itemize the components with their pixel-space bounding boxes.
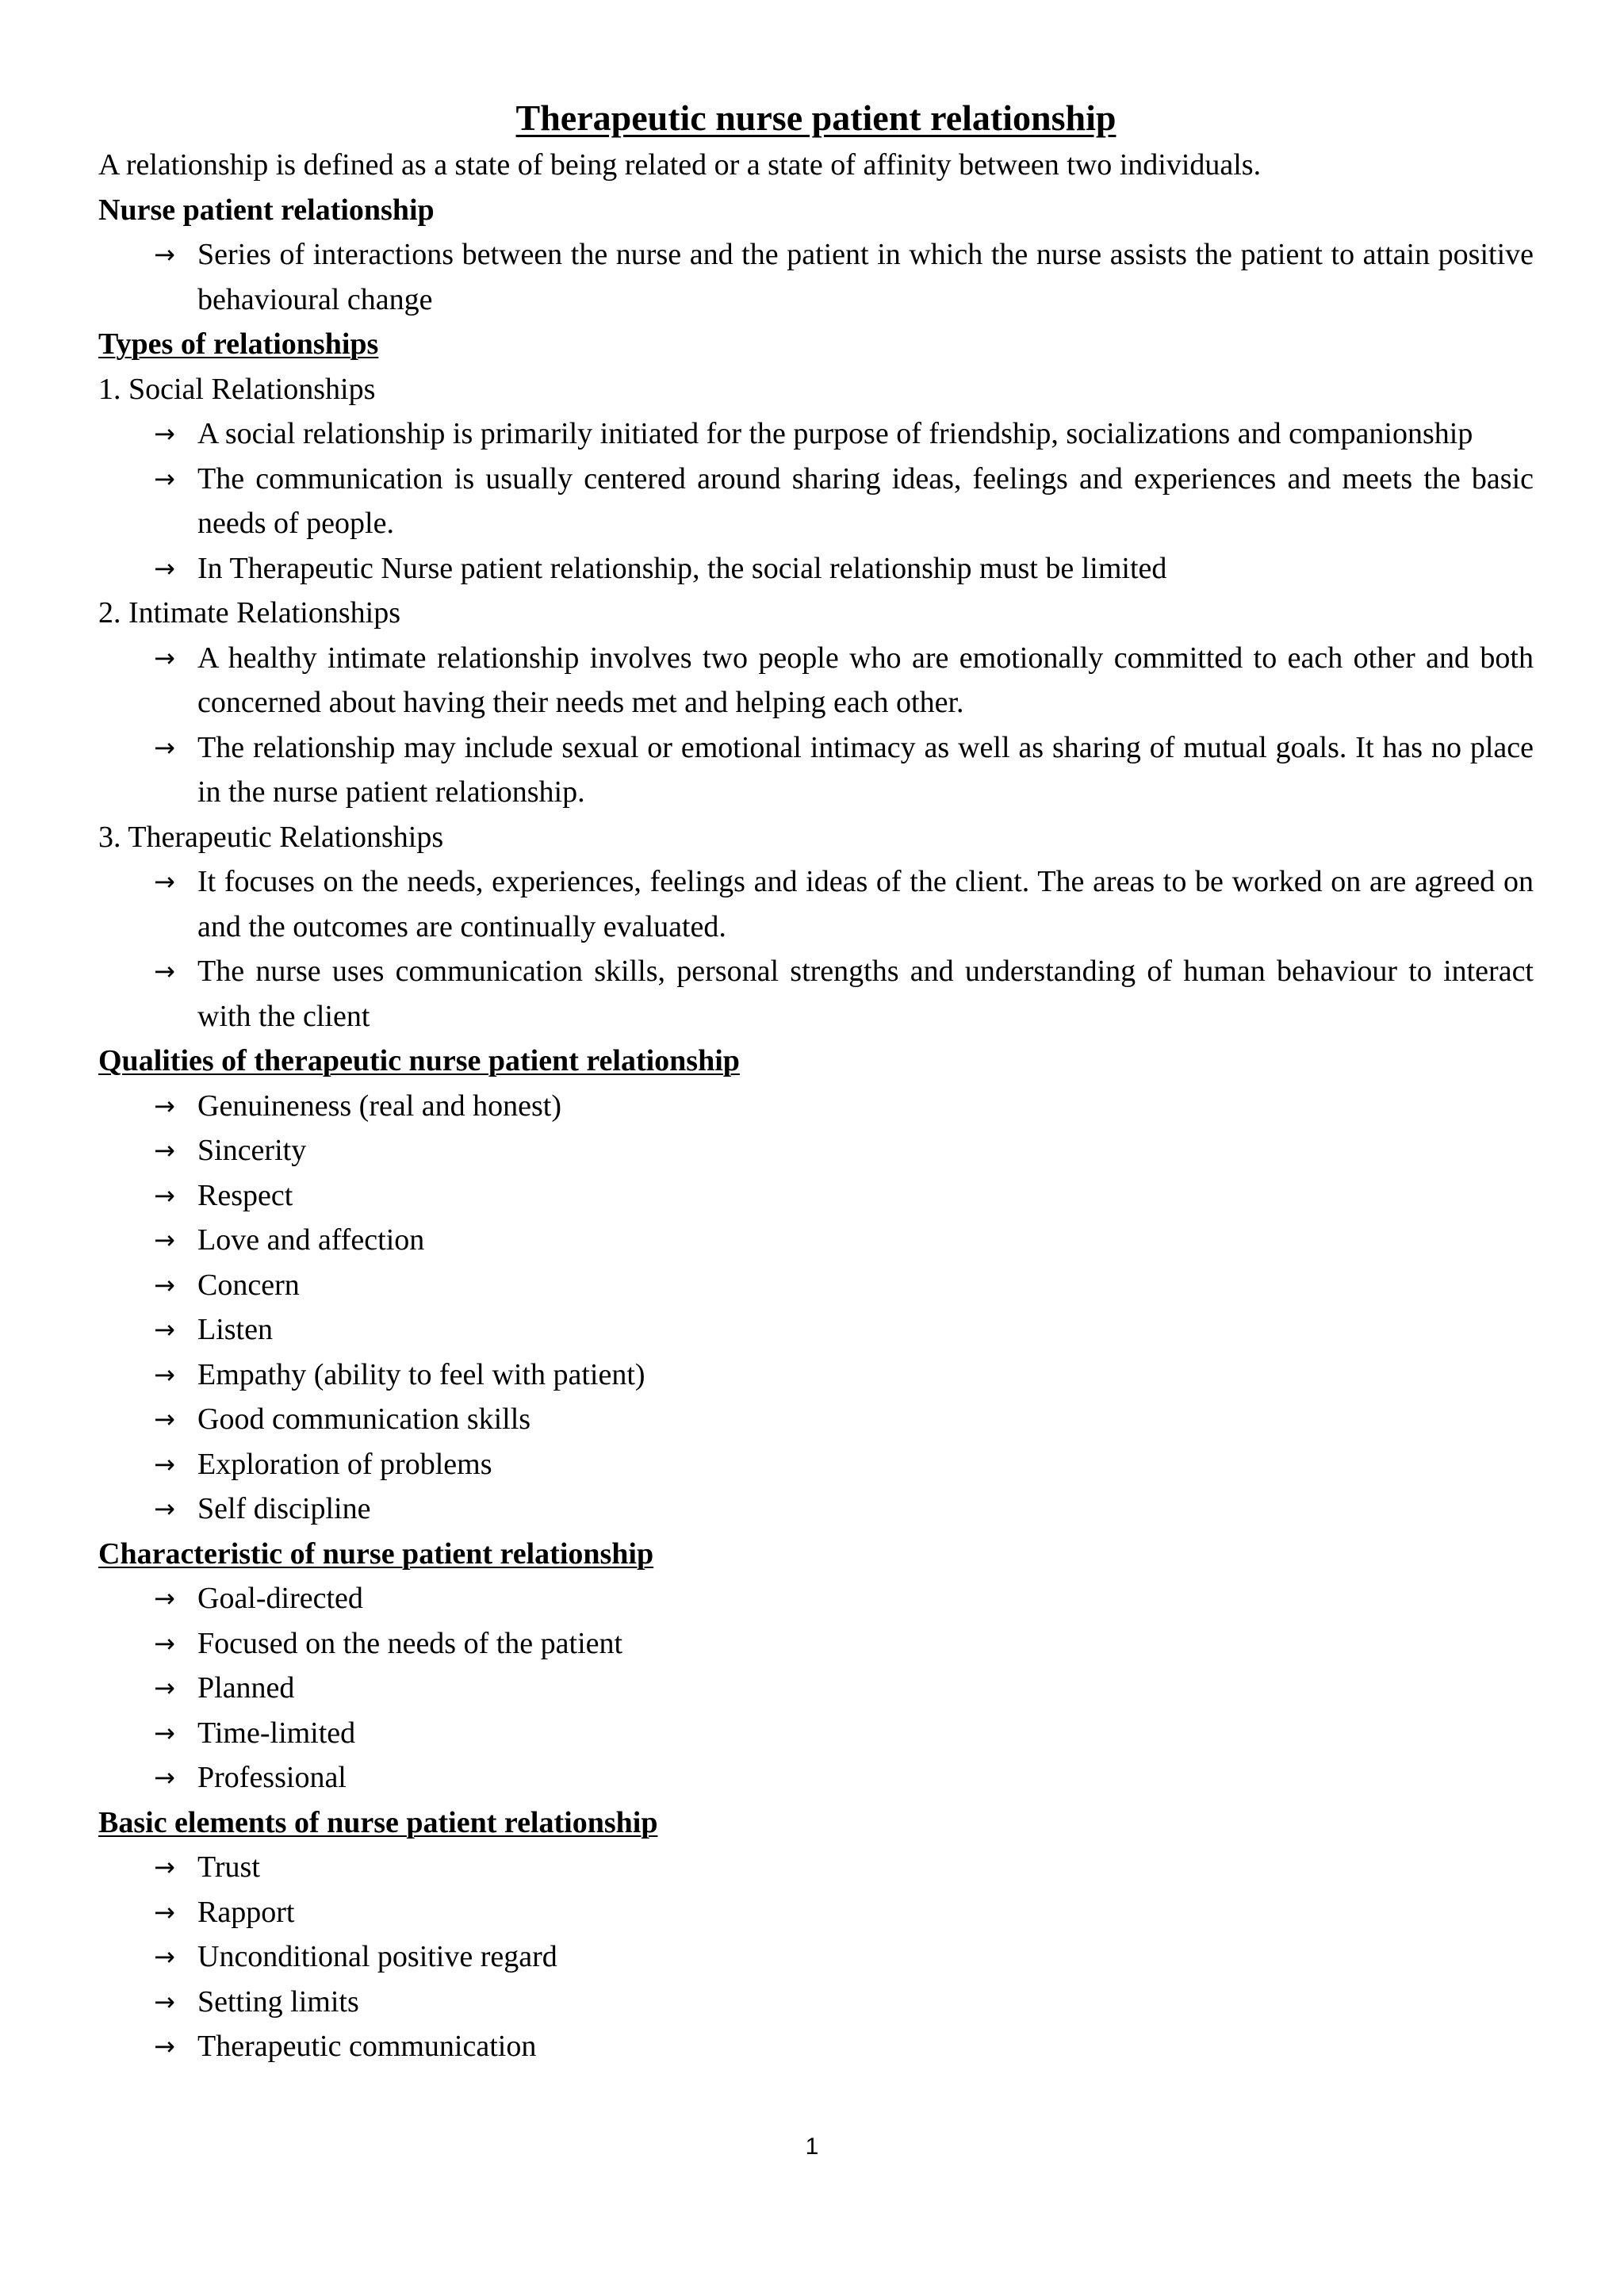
arrow-icon: → xyxy=(154,1942,175,1972)
arrow-icon: → xyxy=(154,2031,175,2061)
arrow-icon: → xyxy=(154,1135,175,1165)
characteristics-heading: Characteristic of nurse patient relationship xyxy=(98,1536,654,1571)
arrow-icon: → xyxy=(154,1852,175,1882)
arrow-icon: → xyxy=(154,732,175,763)
document-page xyxy=(98,94,1534,2069)
list-item xyxy=(98,1128,1534,1173)
list-item xyxy=(98,1755,1534,1800)
list-item-text: It focuses on the needs, experiences, feelings and ideas of the client. The areas to be worked on are agreed on and the outcomes are continually evaluated. xyxy=(197,865,1534,943)
list-item xyxy=(98,1263,1534,1308)
elements-heading: Basic elements of nurse patient relationship xyxy=(98,1805,658,1839)
arrow-icon: → xyxy=(154,1717,175,1748)
intro-paragraph: A relationship is defined as a state of being related or a state of affinity between two individuals. xyxy=(98,148,1262,182)
list-item-text: Concern xyxy=(197,1268,300,1302)
arrow-icon: → xyxy=(154,1180,175,1211)
list-item xyxy=(98,2024,1534,2069)
arrow-icon: → xyxy=(154,1896,175,1927)
list-item xyxy=(98,1218,1534,1263)
list-item xyxy=(98,1890,1534,1935)
arrow-icon: → xyxy=(154,463,175,494)
list-item-text: The nurse uses communication skills, personal strengths and understanding of human behaviour to interact with the client xyxy=(197,955,1534,1033)
elements-list xyxy=(98,1845,1534,2069)
list-item xyxy=(98,1307,1534,1353)
list-item xyxy=(98,1173,1534,1219)
list-item-text: Focused on the needs of the patient xyxy=(197,1626,623,1660)
arrow-icon: → xyxy=(154,1673,175,1703)
list-item xyxy=(98,859,1534,949)
therapeutic-relationships-heading: 3. Therapeutic Relationships xyxy=(98,820,444,854)
page-number: 1 xyxy=(805,2133,819,2160)
nurse-patient-heading: Nurse patient relationship xyxy=(98,193,435,227)
list-item xyxy=(98,1666,1534,1711)
list-item xyxy=(98,725,1534,815)
arrow-icon: → xyxy=(154,239,175,270)
list-item xyxy=(98,1576,1534,1621)
social-relationships-list xyxy=(98,411,1534,591)
list-item xyxy=(98,1442,1534,1487)
list-item xyxy=(98,1934,1534,1980)
list-item-text: Exploration of problems xyxy=(197,1447,492,1481)
arrow-icon: → xyxy=(154,1225,175,1255)
list-item xyxy=(98,949,1534,1039)
intimate-relationships-list xyxy=(98,636,1534,815)
nurse-patient-list xyxy=(98,232,1534,322)
list-item-text: Unconditional positive regard xyxy=(197,1940,557,1973)
list-item-text: The communication is usually centered around sharing ideas, feelings and experiences and meets the basic needs of people. xyxy=(197,461,1534,540)
list-item-text: Sincerity xyxy=(197,1134,307,1167)
arrow-icon: → xyxy=(154,867,175,897)
list-item xyxy=(98,1711,1534,1756)
list-item-text: In Therapeutic Nurse patient relationship, the social relationship must be limited xyxy=(197,551,1167,585)
list-item-text: Series of interactions between the nurse and the patient in which the nurse assists the patient to attain positive behavioural change xyxy=(197,238,1534,316)
list-item-text: The relationship may include sexual or emotional intimacy as well as sharing of mutual goals. It has no place in the nurse patient relationship. xyxy=(197,730,1534,809)
arrow-icon: → xyxy=(154,642,175,673)
arrow-icon: → xyxy=(154,553,175,584)
arrow-icon: → xyxy=(154,1986,175,2017)
list-item xyxy=(98,546,1534,591)
list-item-text: Love and affection xyxy=(197,1223,425,1257)
arrow-icon: → xyxy=(154,1583,175,1613)
list-item xyxy=(98,411,1534,457)
arrow-icon: → xyxy=(154,956,175,986)
types-heading: Types of relationships xyxy=(98,327,379,361)
list-item xyxy=(98,1353,1534,1398)
arrow-icon: → xyxy=(154,1404,175,1434)
list-item-text: Good communication skills xyxy=(197,1402,531,1436)
list-item-text: Rapport xyxy=(197,1895,295,1929)
list-item-text: A healthy intimate relationship involves two people who are emotionally committed to each other and both concerned about having their needs met and helping each other. xyxy=(197,641,1534,719)
qualities-heading: Qualities of therapeutic nurse patient relationship xyxy=(98,1044,740,1077)
arrow-icon: → xyxy=(154,1762,175,1793)
list-item xyxy=(98,1621,1534,1667)
list-item-text: Respect xyxy=(197,1178,293,1212)
list-item-text: Listen xyxy=(197,1313,273,1346)
document-title: Therapeutic nurse patient relationship xyxy=(515,98,1116,138)
list-item-text: Professional xyxy=(197,1761,347,1794)
list-item xyxy=(98,1084,1534,1129)
arrow-icon: → xyxy=(154,1494,175,1524)
list-item-text: Genuineness (real and honest) xyxy=(197,1089,562,1123)
list-item-text: Setting limits xyxy=(197,1984,359,2019)
list-item-text: Goal-directed xyxy=(197,1582,363,1615)
list-item-text: Planned xyxy=(197,1671,295,1705)
arrow-icon: → xyxy=(154,1628,175,1659)
list-item xyxy=(98,1397,1534,1442)
list-item-text: Time-limited xyxy=(197,1716,356,1750)
list-item xyxy=(98,457,1534,546)
arrow-icon: → xyxy=(154,1090,175,1121)
qualities-list xyxy=(98,1084,1534,1532)
characteristics-list xyxy=(98,1576,1534,1800)
list-item-text: Therapeutic communication xyxy=(197,2030,537,2063)
arrow-icon: → xyxy=(154,419,175,449)
arrow-icon: → xyxy=(154,1448,175,1479)
list-item xyxy=(98,232,1534,322)
list-item-text: Empathy (ability to feel with patient) xyxy=(197,1357,645,1391)
list-item xyxy=(98,1980,1534,2025)
list-item-text: A social relationship is primarily initiated for the purpose of friendship, socializations and companionship xyxy=(197,417,1473,450)
arrow-icon: → xyxy=(154,1314,175,1345)
list-item xyxy=(98,1487,1534,1532)
list-item xyxy=(98,636,1534,725)
social-relationships-heading: 1. Social Relationships xyxy=(98,372,376,406)
therapeutic-relationships-list xyxy=(98,859,1534,1039)
arrow-icon: → xyxy=(154,1269,175,1300)
list-item-text: Trust xyxy=(197,1850,260,1884)
intimate-relationships-heading: 2. Intimate Relationships xyxy=(98,596,401,629)
list-item-text: Self discipline xyxy=(197,1492,371,1525)
list-item xyxy=(98,1845,1534,1890)
arrow-icon: → xyxy=(154,1359,175,1390)
